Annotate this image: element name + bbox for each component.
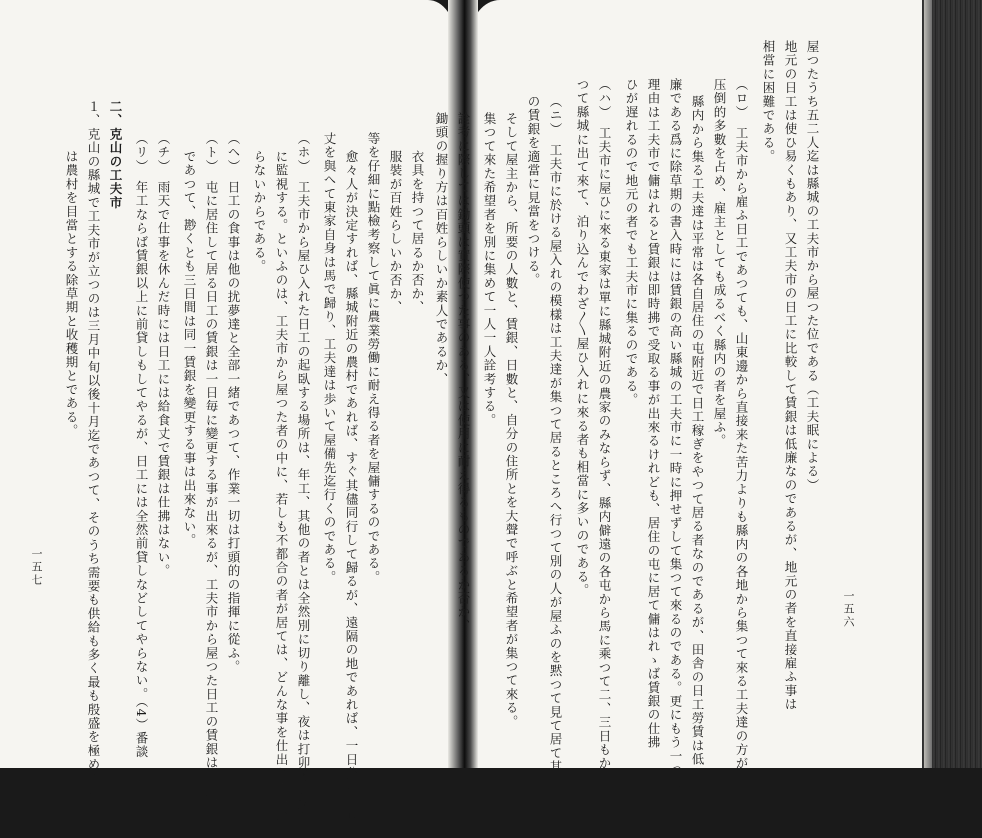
right-text-column: （ニ） 工夫市に於ける屋入れの模樣は工夫達が集つて居るところへ行つて別の人が屋ふのを黙つて見て居て其日 xyxy=(548,95,563,788)
right-text-column: の賃銀を適當に見當をつける。 xyxy=(526,95,541,287)
right-text-column: 詮考に際しては鋤頭は實際使つた事のある、又は使用に耐え得るものであるか否か、 xyxy=(456,112,471,633)
right-text-column: 集つて來た希望者を別に集めて一人一人詮考する。 xyxy=(482,112,497,428)
left-text-column: １、克山の縣城で工夫市が立つのは三月中旬以後十月迄であつて、そのうち需要も供給も多く最も殷盛を極めるの xyxy=(86,100,101,799)
left-text-column: 衣具を持つて居るか否か、 xyxy=(410,150,425,315)
left-page-folio: 一五七 xyxy=(30,548,43,587)
right-text-column: ひが遅れるので地元の者でも工夫市に集るのである。 xyxy=(624,78,639,407)
left-text-column: （ホ） 工夫市から屋ひ入れた日工の起臥する場所は、年工、其他の者とは全然別に切り離し、夜は打卯的が嚴重 xyxy=(296,132,311,825)
left-text-column: 丈を與へて東家自身は馬で歸り、工夫達は歩いて屋備先迄行くのである。 xyxy=(322,132,337,585)
right-text-column: そして屋主から、所要の人數と、賃銀、日數と、自分の住所とを大聲で呼ぶと希望者が集つて來る。 xyxy=(504,112,519,729)
right-text-column: 相當に困難である。 xyxy=(761,40,776,164)
right-text-column: 屋つたうち五二人迄は縣城の工夫市から屋つた位である（工夫眠による） xyxy=(805,40,820,493)
right-text-column: 縣内から集る工夫達は平常は各自居住の屯附近で日工稼ぎをやつて居る者なのであるが、田舎の日工勞賃は低 xyxy=(690,95,705,767)
left-text-column: は農村を目當とする除草期と收穫期とである。 xyxy=(64,150,79,438)
right-text-column: 廉である爲に除草期の書入時には賃銀の高い縣城の工夫市に一時に押せずして集つて來るのである。更にもう一つの xyxy=(668,78,683,791)
left-text-column: （リ） 年工ならば賃銀以上に前貸しもしてやるが、日工には全然前貸しなどしてやらない。（4）番談 xyxy=(134,132,149,759)
left-text-column: に監視する。といふのは、工夫市から屋つた者の中に、若しも不都合の者が居ては、どんな事を仕出かすか分 xyxy=(274,150,289,822)
right-page-folio: 一五六 xyxy=(842,590,855,629)
left-text-column: 愈々人が決定すれば、縣城附近の農村であれば、すぐ其儘同行して歸るが、遠隔の地であれば、一日分の賃銀 xyxy=(344,150,359,822)
left-text-column: （チ） 雨天で仕事を休んだ時には日工には給食丈で賃銀は仕拂はない。 xyxy=(156,132,171,578)
right-text-column: 理由は工夫市で傭はれると賃銀は即時拂で受取る事が出來るけれども、居住の屯に居て傭はれゝば賃銀の仕拂 xyxy=(646,78,661,750)
left-text-column: 等を仔細に點檢考察して眞に農業勞働に耐え得る者を屋傭するのである。 xyxy=(366,132,381,585)
right-text-column: 压倒的多數を占め、雇主としても成るべく縣内の者を屋ふ。 xyxy=(712,78,727,448)
right-text-column: つて縣城に出て來て、泊り込んでわざ〳〵屋ひ入れに來る者も相當に多いのである。 xyxy=(575,78,590,598)
right-text-column: 鋤頭の握り方は百姓らしいか素人であるか、 xyxy=(434,112,449,386)
right-text-column: （ロ） 工夫市から雇ふ日工であつても、山東邊から直接来た苦力よりも縣内の各地から集つて來る工夫達の方が xyxy=(734,78,749,771)
left-text-column: （ト） 屯に居住して居る日工の賃銀は一日毎に變更する事が出來るが、工夫市から屋つた日工の賃銀は三天、一市 xyxy=(204,132,219,838)
left-text-column: らないからである。 xyxy=(252,150,267,274)
page-edges-highlight xyxy=(924,0,932,768)
left-text-column: であつて、尠くとも三日間は同一賃銀を變更する事は出來ない。 xyxy=(182,150,197,548)
left-text-column: （ヘ） 日工の食事は他の扰夢達と全部一緒であつて、作業一切は打頭的の指揮に從ふ。 xyxy=(226,132,241,674)
right-text-column: （ハ） 工夫市に屋ひに來る東家は單に縣城附近の農家のみならず、縣内僻遠の各屯から馬に乘つて二、三日もか xyxy=(597,78,612,771)
right-text-column: 地元の日工は使ひ易くもあり、又工夫市の日工に比較して賃銀は低廉なのであるが、地元の者を直接雇ふ事は xyxy=(783,40,798,712)
left-text-column: 服裝が百姓らしいか否か、 xyxy=(388,150,403,315)
left-text-column: 二、克山の工夫市 xyxy=(108,100,123,210)
